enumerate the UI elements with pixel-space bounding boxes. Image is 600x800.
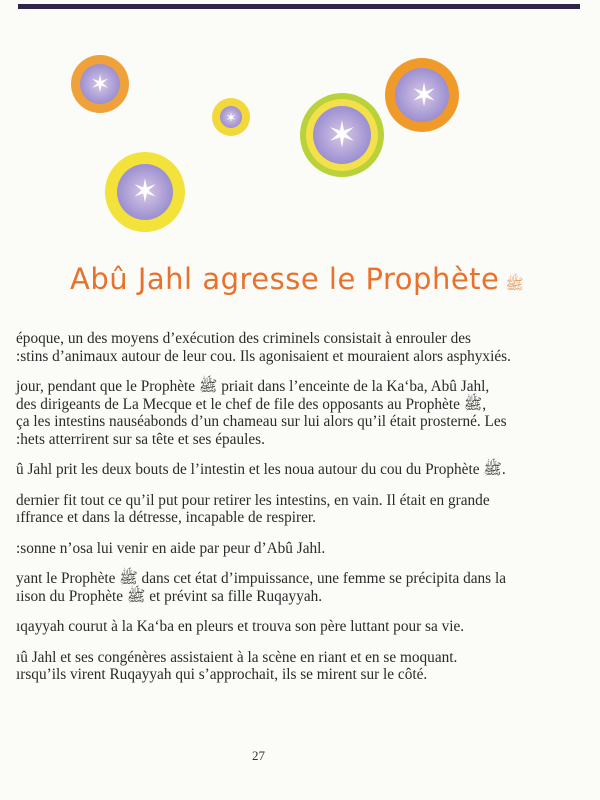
text-line: ıffrance et dans la détresse, incapable de respirer. xyxy=(16,509,316,526)
text-line: époque, un des moyens d’exécution des criminels consistait à enrouler des xyxy=(16,330,471,347)
text-line: :stins d’animaux autour de leur cou. Ils agonisaient et mouraient alors asphyxiés. xyxy=(16,347,511,365)
circle-yellow-small xyxy=(212,98,250,136)
text-line: :sonne n’osa lui venir en aide par peur d’Abû Jahl. xyxy=(16,539,326,557)
circle-orange-1 xyxy=(71,55,129,113)
paragraph xyxy=(0,461,580,479)
paragraph xyxy=(0,378,580,448)
paragraph xyxy=(0,570,580,605)
text-line: des dirigeants de La Mecque et le chef de file des opposants au Prophète ﷺ, xyxy=(16,395,487,413)
paragraph xyxy=(0,492,580,527)
text-line: dernier fit tout ce qu’il put pour retirer les intestins, en vain. Il était en grande xyxy=(16,491,490,509)
text-line: ırsqu’ils virent Ruqayyah qui s’approchait, ils se mirent sur le côté. xyxy=(16,666,428,683)
text-line: yant le Prophète ﷺ dans cet état d’impuissance, une femme se précipita dans la xyxy=(16,570,506,587)
svg-text:✶: ✶ xyxy=(131,173,159,209)
svg-text:✶: ✶ xyxy=(326,115,358,155)
page-number: 27 xyxy=(252,748,265,763)
svg-text:✶: ✶ xyxy=(410,77,438,113)
page-title xyxy=(70,262,524,297)
body-text xyxy=(0,330,580,697)
text-line: jour, pendant que le Prophète ﷺ priait dans l’enceinte de la Ka‘ba, Abû Jahl, xyxy=(16,378,490,395)
text-line: ıû Jahl et ses congénères assistaient à la scène en riant et en se moquant. xyxy=(16,648,458,666)
text-line: ıison du Prophète ﷺ et prévint sa fille Ruqayyah. xyxy=(16,587,323,605)
paragraph xyxy=(0,618,580,636)
paragraph xyxy=(0,540,580,558)
text-line: û Jahl prit les deux bouts de l’intestin et les noua autour du cou du Prophète ﷺ. xyxy=(16,461,506,478)
circle-orange-2 xyxy=(385,58,459,132)
text-line: ıqayyah courut à la Ka‘ba en pleurs et trouva son père luttant pour sa vie. xyxy=(16,618,465,635)
paragraph xyxy=(0,649,580,684)
paragraph xyxy=(0,330,580,365)
title-text: Abû Jahl agresse le Prophète xyxy=(70,262,500,296)
svg-text:✶: ✶ xyxy=(225,110,237,125)
circle-yellow-large xyxy=(105,152,185,232)
text-line: :hets atterrirent sur sa tête et ses épaules. xyxy=(16,430,265,448)
svg-text:✶: ✶ xyxy=(89,72,111,98)
top-border-bar xyxy=(18,4,580,9)
honorific-symbol: ﷺ xyxy=(505,275,524,293)
circle-green xyxy=(300,93,384,177)
watercolor-star-circles-illustration xyxy=(0,20,600,260)
text-line: ça les intestins nauséabonds d’un chameau sur lui alors qu’il était prosterné. Les xyxy=(16,413,507,430)
